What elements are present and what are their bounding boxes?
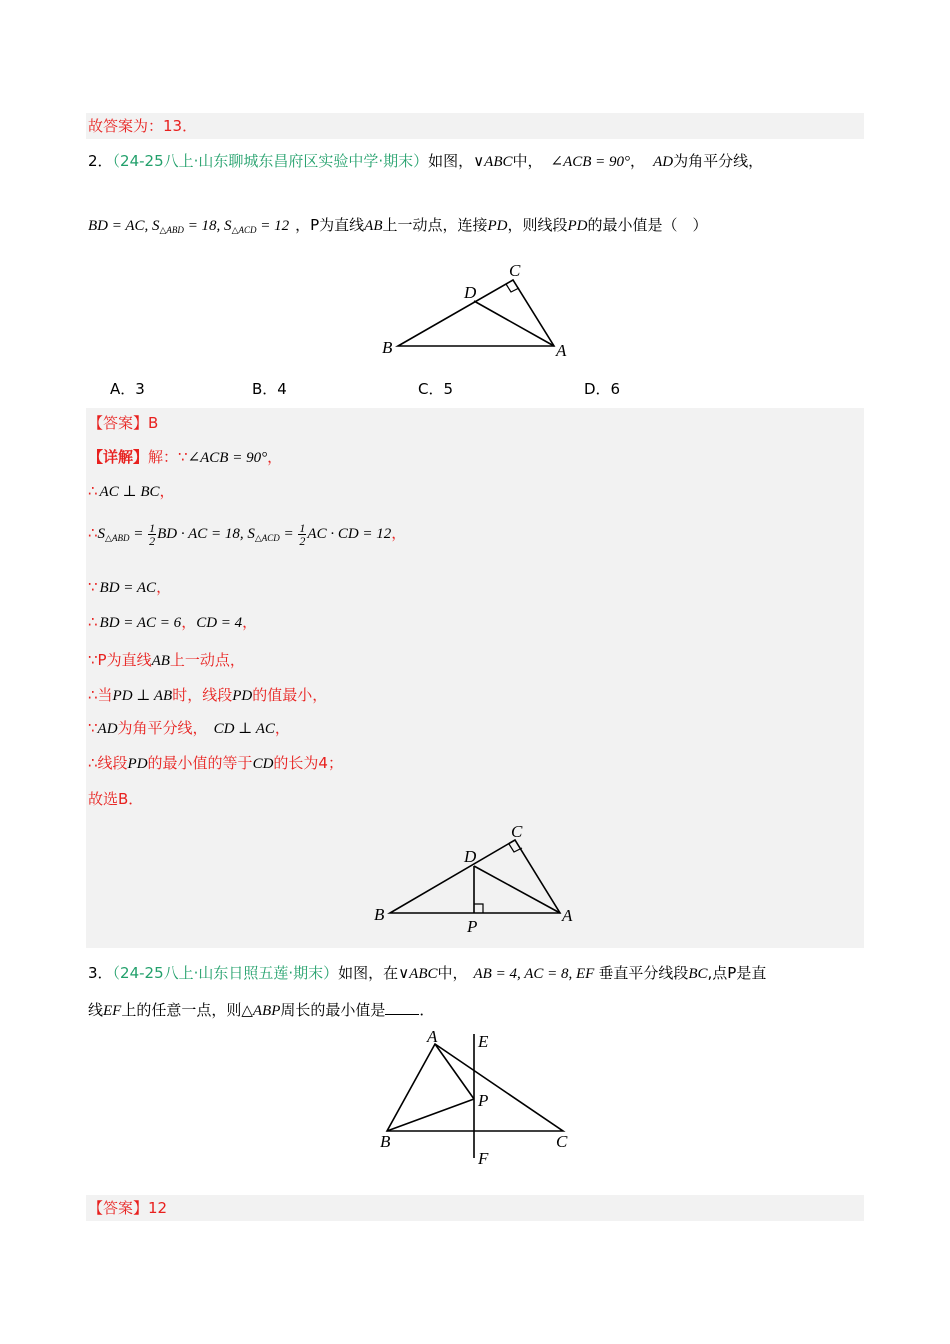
prev-answer-block <box>86 113 864 139</box>
q2-step-5: ∴ BD = AC = 6，CD = 4， <box>88 613 258 631</box>
q2-stem-text: 上一动点，连接 <box>382 216 488 234</box>
q2-solution-figure <box>370 820 585 938</box>
q2-condition: BD = AC, $S_{\triangle ABD} = 18$, $S_{\triangle ACD} = 12$ <box>88 218 290 235</box>
q3-stem-text: 如图，在 <box>338 964 399 982</box>
prev-answer-line: 故答案为：13． <box>88 117 198 135</box>
label-d: D <box>464 847 477 866</box>
q2-triangle: ∨ABC <box>473 154 513 170</box>
option-c: C．5 <box>418 380 454 398</box>
q2-stem-line1 <box>88 150 763 173</box>
q3-stem-text: ,点P是直 <box>707 964 767 982</box>
label-a: A <box>556 341 567 358</box>
label-p: P <box>478 1091 489 1110</box>
right-angle-mark-p <box>474 904 483 913</box>
q3-stem-text: 中， <box>437 964 468 982</box>
q2-step-9: ∴线段PD的最小值的等于CD的长为4； <box>88 754 343 772</box>
label-a: A <box>427 1030 438 1046</box>
option-d: D．6 <box>584 380 621 398</box>
label-c: C <box>511 822 523 841</box>
q3-ef: EF <box>103 1003 122 1019</box>
q3-source: （24-25八上·山东日照五莲·期末） <box>112 964 339 982</box>
option-b: B．4 <box>252 380 287 398</box>
q2-step-4: ∵ BD = AC， <box>88 578 172 596</box>
q2-stem-text: 如图， <box>428 152 474 170</box>
segment-ap <box>435 1044 474 1099</box>
q3-stem-text: 线 <box>88 1001 104 1019</box>
q3-number: 3． <box>88 964 113 982</box>
segment-ad <box>474 866 560 913</box>
q2-ad: AD <box>653 154 674 170</box>
q2-stem-line2 <box>88 214 708 241</box>
q3-stem-text: 周长的最小值是 <box>280 1001 386 1019</box>
q3-answer: 【答案】12 <box>88 1199 168 1217</box>
q3-condition: AB = 4, AC = 8, EF <box>473 966 595 982</box>
option-a: A．3 <box>110 380 145 398</box>
q3-stem-text: ． <box>419 1001 435 1019</box>
label-a: A <box>562 906 573 925</box>
q2-source: （24-25八上·山东聊城东昌府区实验中学·期末） <box>112 152 429 170</box>
label-b: B <box>374 905 385 924</box>
label-b: B <box>382 338 393 357</box>
q2-answer: 【答案】B <box>88 414 159 432</box>
q2-step-10: 故选B． <box>88 790 144 808</box>
q3-triangle-abp: △ABP <box>241 1003 281 1019</box>
q3-stem-line1 <box>88 962 766 985</box>
q2-stem-text: ，则线段 <box>507 216 568 234</box>
q3-figure <box>370 1030 585 1172</box>
q2-pd: PD <box>487 218 508 234</box>
label-c: C <box>509 261 521 280</box>
q3-bc: BC <box>688 966 708 982</box>
q3-blank <box>385 1000 419 1015</box>
q2-step-8: ∵AD为角平分线， CD ⊥ AC， <box>88 719 290 737</box>
q2-pd: PD <box>567 218 588 234</box>
segment-bp <box>387 1099 474 1131</box>
q2-ab: AB <box>364 218 383 234</box>
q2-step-1: 【详解】解：∵∠ACB = 90°， <box>88 448 283 466</box>
q3-stem-line2 <box>88 999 434 1022</box>
label-f: F <box>478 1149 489 1168</box>
q2-stem-text: ，P为直线 <box>295 216 365 234</box>
q2-step-6: ∵P为直线AB上一动点， <box>88 651 245 669</box>
q2-step-3: $\therefore S_{\triangle ABD}$ = $\frac{1}{2}$ BD · AC = 18, $S_{\triangle ACD}$ = $\frac{1}{2}$ AC · CD = 12， <box>88 521 407 549</box>
triangle-abc <box>387 1044 563 1131</box>
q2-number: 2． <box>88 152 113 170</box>
q2-step-7: ∴当PD ⊥ AB时，线段PD的值最小， <box>88 686 328 704</box>
q2-step-2: ∴ AC ⊥ BC， <box>88 482 175 500</box>
q2-stem-text: ， <box>630 152 646 170</box>
q3-stem-text: 垂直平分线段 <box>598 964 689 982</box>
q3-triangle: ∨ABC <box>398 966 438 982</box>
q2-stem-text: 为角平分线， <box>673 152 764 170</box>
label-c: C <box>556 1132 568 1151</box>
q2-angle: ∠ACB = 90° <box>550 154 631 170</box>
q2-stem-text: 中， <box>512 152 543 170</box>
q2-stem-text: 的最小值是（ ） <box>587 216 708 234</box>
label-d: D <box>464 283 477 302</box>
q3-answer-block <box>86 1195 864 1221</box>
q2-figure <box>370 258 580 358</box>
q3-stem-text: 上的任意一点，则 <box>121 1001 242 1019</box>
label-b: B <box>380 1132 391 1151</box>
label-p: P <box>467 917 478 936</box>
segment-ad <box>474 301 554 346</box>
label-e: E <box>478 1032 489 1051</box>
